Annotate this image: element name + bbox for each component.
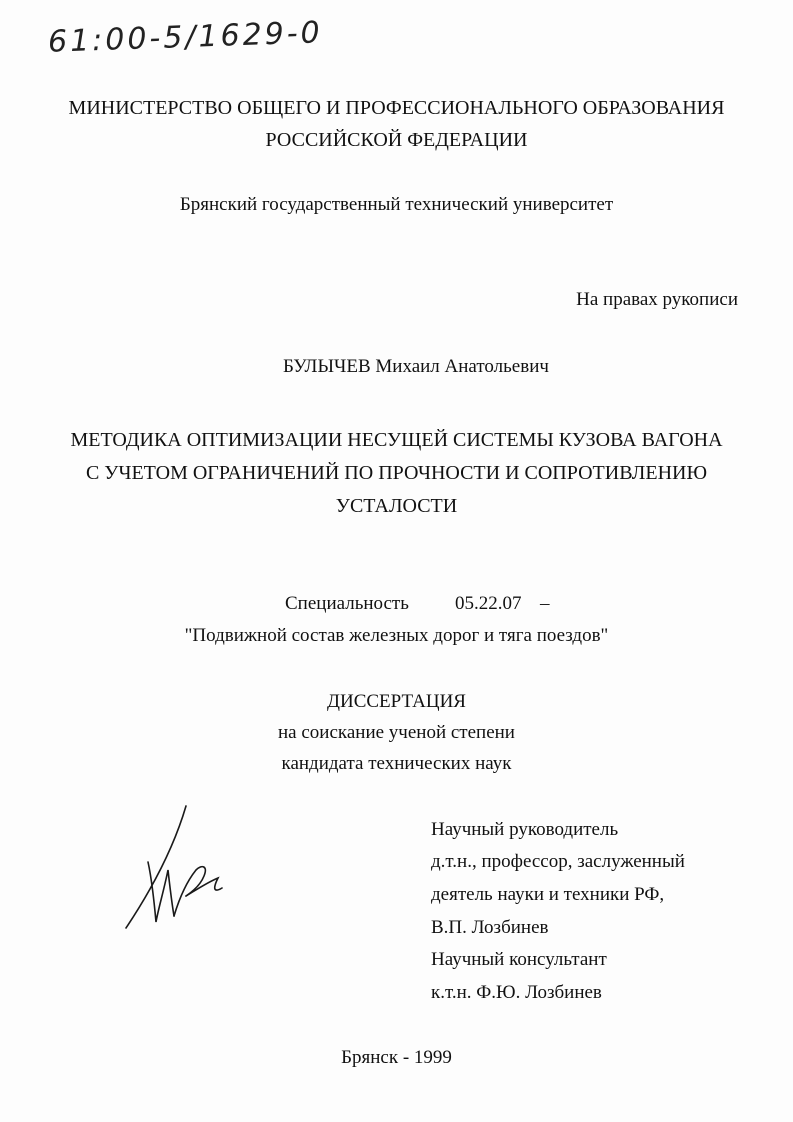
specialty-code: 05.22.07 (455, 593, 522, 614)
ministry-line-2: РОССИЙСКОЙ ФЕДЕРАЦИИ (265, 129, 528, 151)
manuscript-rights: На правах рукописи (576, 289, 738, 310)
work-purpose: на соискание ученой степени (278, 722, 515, 743)
specialty-dash: – (540, 593, 550, 614)
archive-code: 61:00-5/1629-0 (47, 15, 324, 60)
author-name: БУЛЫЧЕВ Михаил Анатольевич (283, 356, 549, 377)
specialty-label: Специальность (285, 593, 409, 614)
work-degree: кандидата технических наук (281, 753, 512, 774)
place-year: Брянск - 1999 (341, 1047, 452, 1068)
title-line-3: УСТАЛОСТИ (335, 495, 458, 517)
supervisor-line-3: деятель науки и техники РФ, (431, 884, 665, 905)
signature-image (118, 800, 228, 940)
consultant-line-1: Научный консультант (431, 949, 607, 970)
title-line-2: С УЧЕТОМ ОГРАНИЧЕНИЙ ПО ПРОЧНОСТИ И СОПРОТИВЛЕНИЮ (85, 462, 708, 484)
specialty-name: "Подвижной состав железных дорог и тяга поездов" (184, 625, 609, 646)
ministry-line-1: МИНИСТЕРСТВО ОБЩЕГО И ПРОФЕССИОНАЛЬНОГО ОБРАЗОВАНИЯ (68, 97, 725, 119)
consultant-line-2: к.т.н. Ф.Ю. Лозбинев (431, 982, 602, 1003)
supervisor-line-1: Научный руководитель (431, 819, 619, 840)
supervisor-line-2: д.т.н., профессор, заслуженный (431, 851, 685, 872)
university-name: Брянский государственный технический университет (179, 194, 614, 215)
supervisor-line-4: В.П. Лозбинев (431, 917, 549, 938)
title-line-1: МЕТОДИКА ОПТИМИЗАЦИИ НЕСУЩЕЙ СИСТЕМЫ КУЗОВА ВАГОНА (70, 429, 723, 451)
work-type: ДИССЕРТАЦИЯ (327, 691, 466, 712)
